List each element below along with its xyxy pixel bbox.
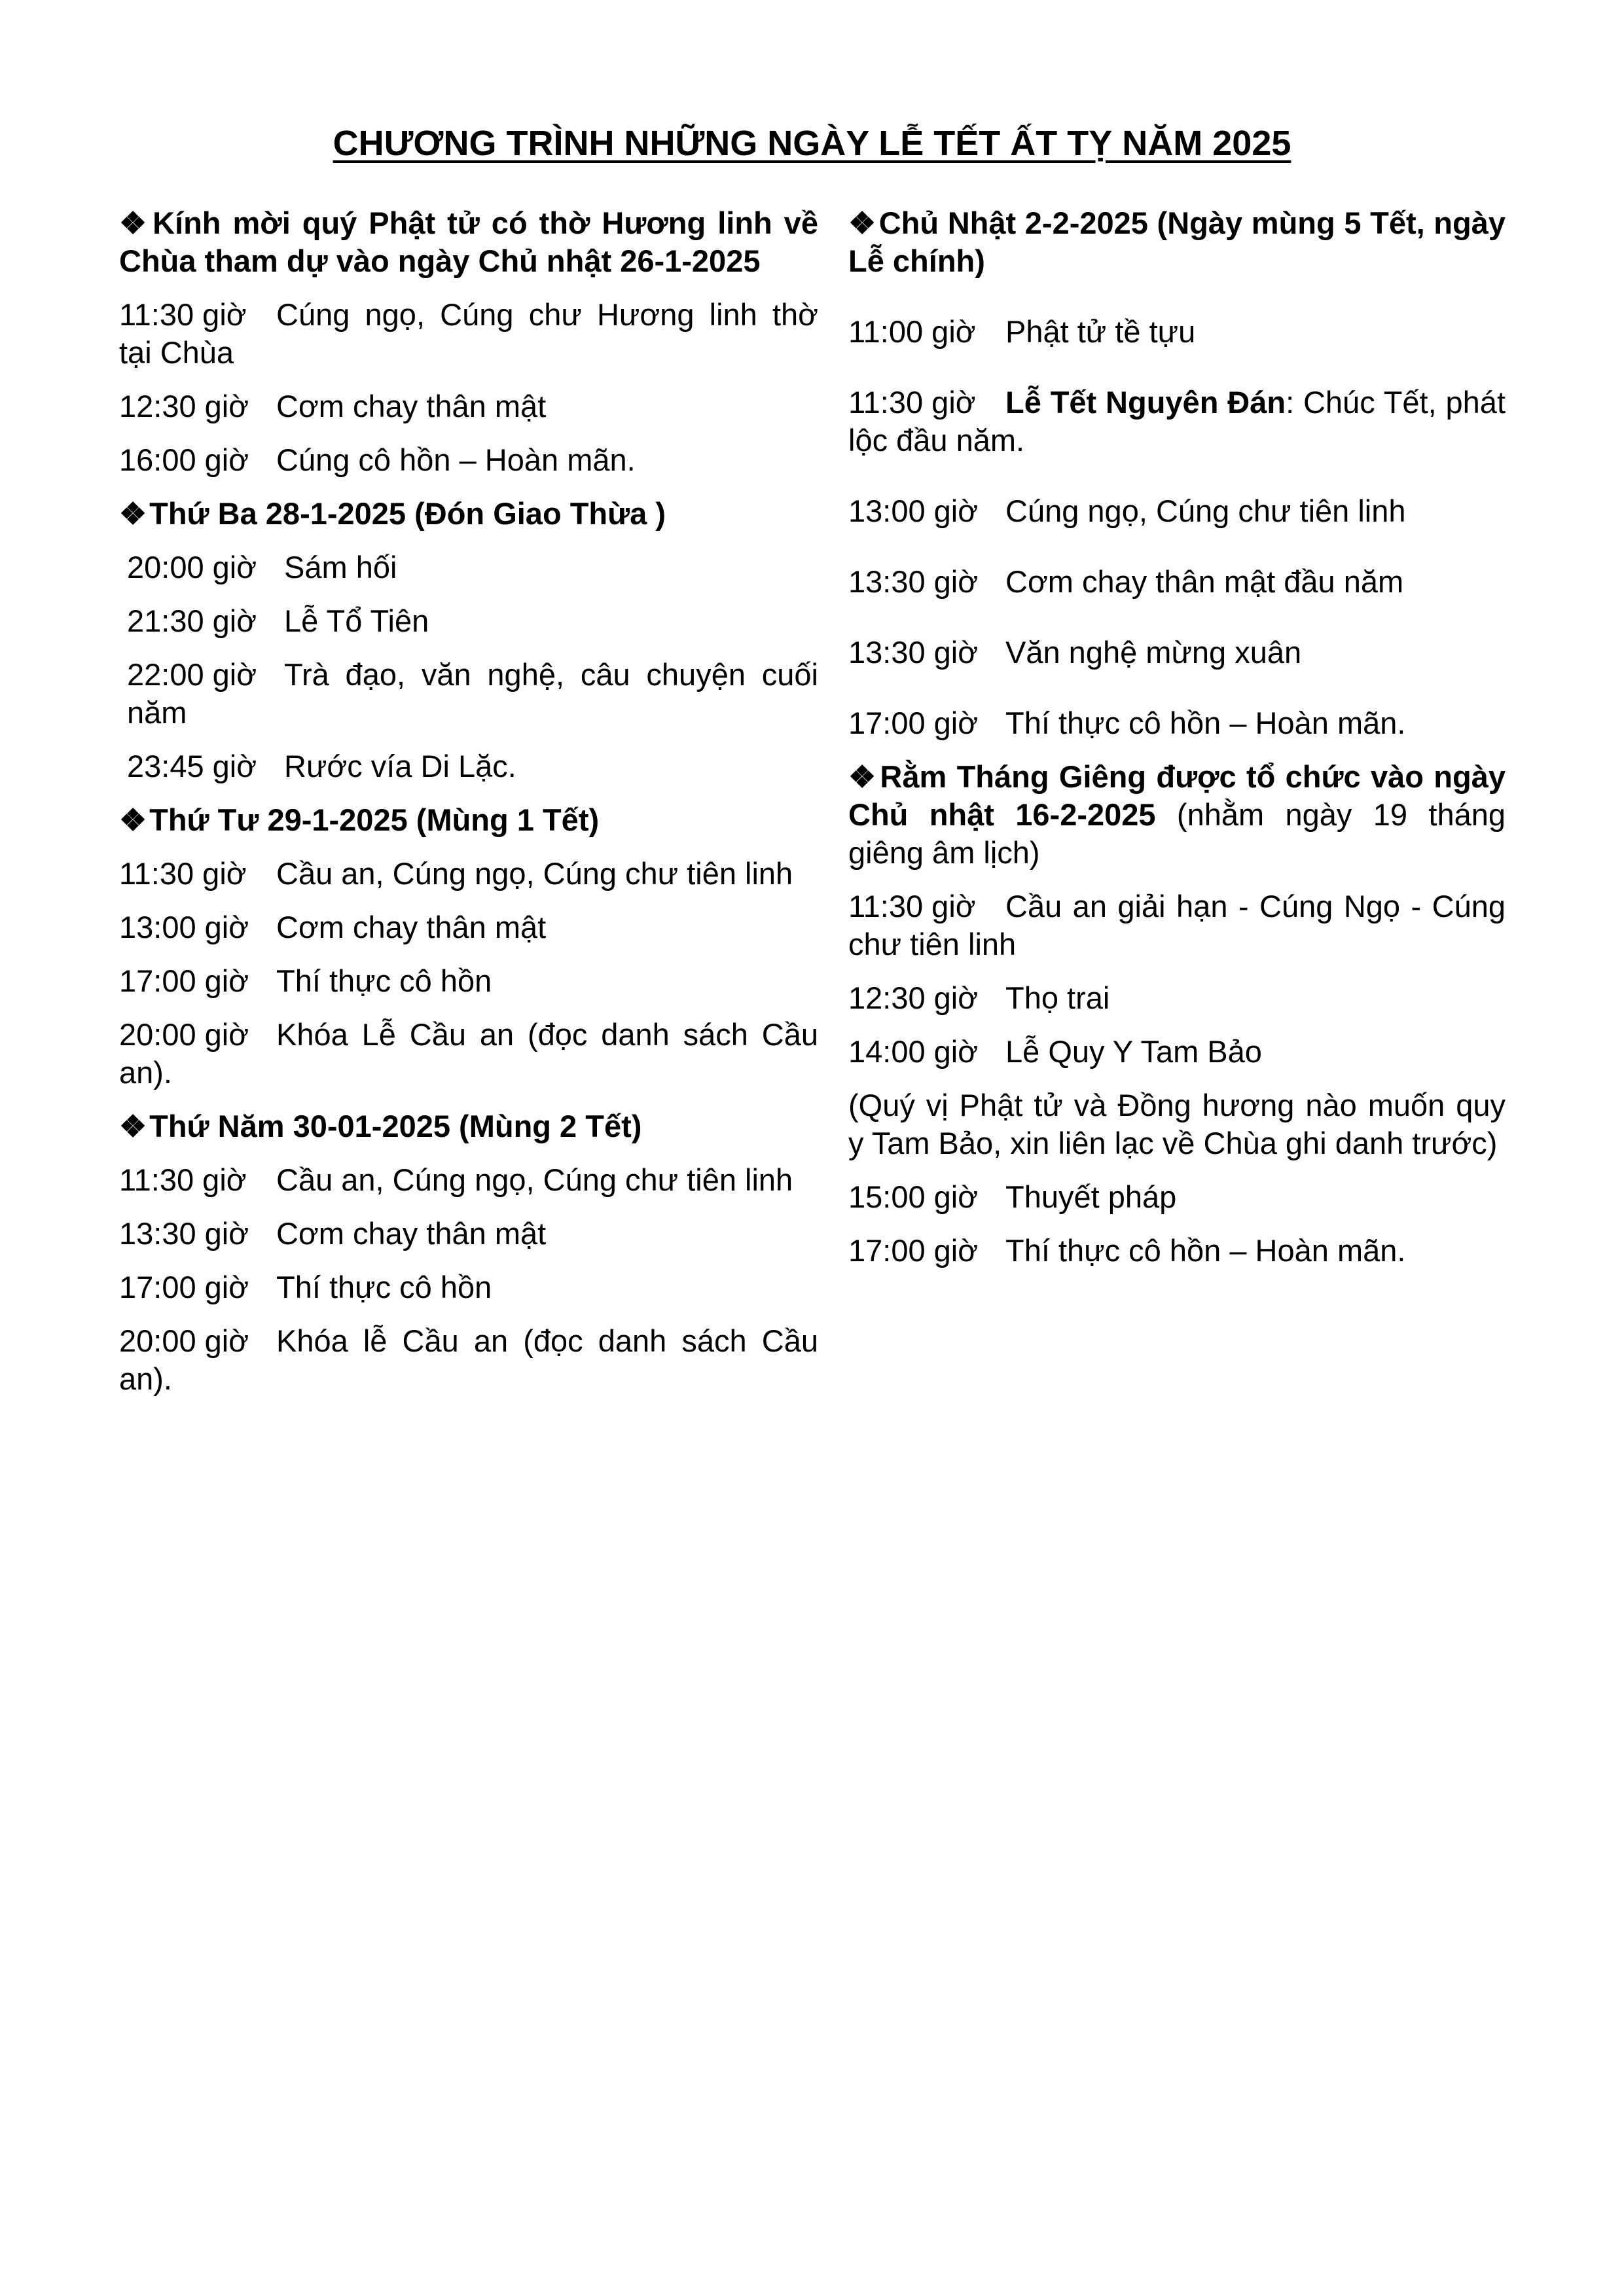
entry-text: Thí thực cô hồn – Hoàn mãn. (1005, 1233, 1406, 1268)
schedule-entry (119, 908, 818, 946)
section-heading: ❖Chủ Nhật 2-2-2025 (Ngày mùng 5 Tết, ngày Lễ chính) (848, 206, 1506, 278)
entry-text: Sám hối (284, 550, 397, 584)
entry-text: Cơm chay thân mật (276, 1216, 547, 1251)
section-heading: ❖Kính mời quý Phật tử có thờ Hương linh về Chùa tham dự vào ngày Chủ nhật 26-1-2025 (119, 206, 819, 278)
entry-time: 17:00 giờ (119, 1270, 249, 1304)
bullet-icon: ❖ (119, 206, 151, 240)
entry-text: Lễ Tổ Tiên (284, 603, 429, 638)
entry-time: 13:30 giờ (119, 1216, 249, 1251)
schedule-entry (119, 441, 818, 479)
entry-text: Khóa lễ Cầu an (đọc danh sách Cầu an). (119, 1323, 818, 1396)
bullet-icon: ❖ (848, 206, 876, 240)
bullet-icon: ❖ (119, 1109, 147, 1143)
section-heading: ❖Thứ Tư 29-1-2025 (Mùng 1 Tết) (119, 802, 600, 837)
schedule-entry (119, 1215, 818, 1253)
schedule-entry (119, 1322, 818, 1398)
schedule-entry (119, 1161, 818, 1199)
schedule-entry (119, 1016, 818, 1092)
entry-time: 11:30 giờ (848, 889, 976, 924)
schedule-entry (119, 387, 818, 425)
entry-text: Cơm chay thân mật (276, 389, 547, 423)
entry-text: Cơm chay thân mật đầu năm (1005, 564, 1404, 599)
entry-time: 13:30 giờ (848, 564, 979, 599)
entry-text: Thí thực cô hồn (276, 1270, 492, 1304)
bullet-icon: ❖ (848, 759, 878, 794)
schedule-entry (848, 888, 1506, 963)
schedule-entry (848, 313, 1506, 351)
entry-text-bold: Lễ Tết Nguyên Đán (1005, 385, 1286, 420)
schedule-note: (Quý vị Phật tử và Đồng hương nào muốn quy y Tam Bảo, xin liên lạc về Chùa ghi danh trước) (848, 1088, 1506, 1160)
page-title: CHƯƠNG TRÌNH NHỮNG NGÀY LỄ TẾT ẤT TỴ NĂM 2025 (333, 124, 1291, 163)
section-heading: ❖Rằm Tháng Giêng được tổ chức vào ngày Chủ nhật 16-2-2025 (nhằm ngày 19 tháng giêng âm lịch) (848, 759, 1506, 870)
entry-text: Cầu an, Cúng ngọ, Cúng chư tiên linh (276, 856, 793, 891)
entry-time: 13:30 giờ (848, 635, 979, 670)
schedule-entry (848, 563, 1506, 601)
schedule-entry (848, 634, 1506, 672)
entry-time: 17:00 giờ (119, 963, 249, 998)
entry-time: 17:00 giờ (848, 706, 979, 740)
right-column (848, 204, 1506, 1285)
entry-text: Cúng cô hồn – Hoàn mãn. (276, 442, 636, 477)
bullet-icon: ❖ (119, 496, 147, 531)
entry-time: 14:00 giờ (848, 1034, 979, 1069)
entry-time: 12:30 giờ (119, 389, 249, 423)
schedule-entry (119, 656, 818, 732)
schedule-entry (848, 979, 1506, 1017)
entry-text: Thí thực cô hồn – Hoàn mãn. (1005, 706, 1406, 740)
entry-time: 17:00 giờ (848, 1233, 979, 1268)
entry-time: 20:00 giờ (119, 1323, 249, 1358)
schedule-entry (119, 1268, 818, 1306)
schedule-entry (119, 962, 818, 1000)
entry-time: 15:00 giờ (848, 1179, 979, 1214)
entry-text: Thọ trai (1005, 980, 1110, 1015)
bullet-icon: ❖ (119, 802, 147, 837)
entry-time: 11:00 giờ (848, 314, 976, 349)
section-heading: ❖Thứ Ba 28-1-2025 (Đón Giao Thừa ) (119, 496, 666, 531)
entry-time: 20:00 giờ (119, 1017, 249, 1052)
entry-text: Cầu an, Cúng ngọ, Cúng chư tiên linh (276, 1162, 793, 1197)
entry-time: 11:30 giờ (848, 385, 976, 420)
entry-time: 11:30 giờ (119, 1162, 247, 1197)
entry-time: 20:00 giờ (127, 550, 257, 584)
schedule-entry (848, 1232, 1506, 1270)
schedule-entry (119, 747, 818, 785)
schedule-entry (848, 1033, 1506, 1071)
schedule-entry (848, 492, 1506, 530)
schedule-entry (119, 602, 818, 640)
entry-text: Phật tử tề tựu (1005, 314, 1196, 349)
schedule-entry (848, 704, 1506, 742)
schedule-entry (119, 855, 818, 893)
schedule-entry (848, 384, 1506, 459)
entry-text: Cầu an giải hạn - Cúng Ngọ - Cúng chư tiên linh (848, 889, 1506, 961)
entry-text: Trà đạo, văn nghệ, câu chuyện cuối năm (127, 657, 818, 730)
entry-text: Khóa Lễ Cầu an (đọc danh sách Cầu an). (119, 1017, 818, 1090)
entry-time: 21:30 giờ (127, 603, 257, 638)
entry-text: Thí thực cô hồn (276, 963, 492, 998)
entry-text: Rước vía Di Lặc. (284, 749, 516, 783)
entry-time: 11:30 giờ (119, 856, 247, 891)
section-heading: ❖Thứ Năm 30-01-2025 (Mùng 2 Tết) (119, 1109, 642, 1143)
entry-text: : Chúc Tết, phát lộc đầu năm. (848, 385, 1506, 457)
entry-time: 11:30 giờ (119, 297, 247, 332)
entry-text: Lễ Quy Y Tam Bảo (1005, 1034, 1262, 1069)
entry-text: Cơm chay thân mật (276, 910, 547, 944)
entry-time: 12:30 giờ (848, 980, 979, 1015)
entry-time: 13:00 giờ (119, 910, 249, 944)
entry-time: 22:00 giờ (127, 657, 257, 692)
entry-text: Thuyết pháp (1005, 1179, 1177, 1214)
entry-time: 16:00 giờ (119, 442, 249, 477)
section-heading-tail: (nhằm ngày 19 tháng giêng âm lịch) (848, 797, 1506, 870)
entry-text: Văn nghệ mừng xuân (1005, 635, 1302, 670)
schedule-entry (848, 1178, 1506, 1216)
entry-time: 13:00 giờ (848, 493, 979, 528)
left-column (119, 204, 818, 1414)
entry-time: 23:45 giờ (127, 749, 257, 783)
entry-text: Cúng ngọ, Cúng chư tiên linh (1005, 493, 1406, 528)
schedule-entry (119, 296, 818, 372)
schedule-entry (119, 548, 818, 586)
entry-text: Cúng ngọ, Cúng chư Hương linh thờ tại Chùa (119, 297, 818, 370)
